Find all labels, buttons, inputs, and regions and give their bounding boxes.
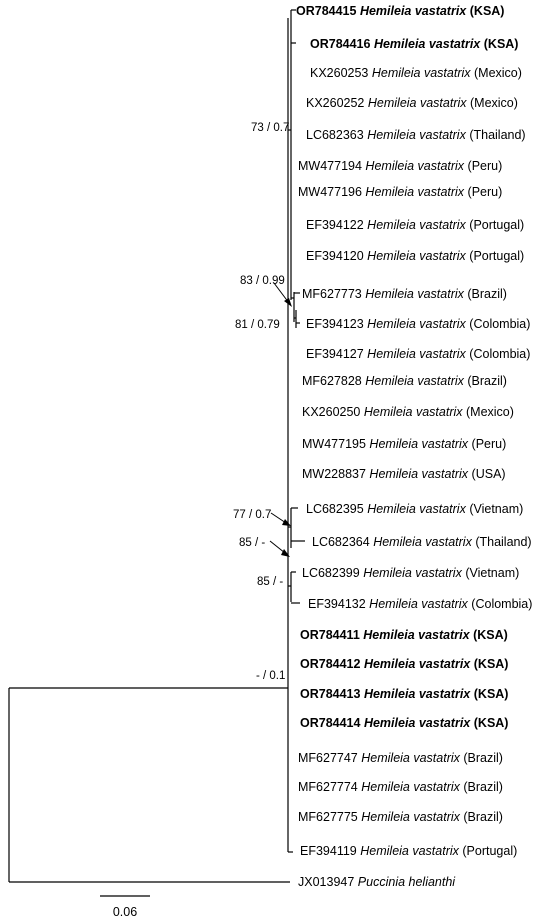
taxon-label: OR784415 Hemileia vastatrix (KSA) <box>296 4 505 18</box>
arrow-icon <box>270 541 290 557</box>
taxon-label: KX260252 Hemileia vastatrix (Mexico) <box>306 96 518 110</box>
taxon-label: OR784411 Hemileia vastatrix (KSA) <box>300 628 508 642</box>
support-value: 77 / 0.7 <box>233 509 272 521</box>
taxon-label: JX013947 Puccinia helianthi <box>298 875 456 889</box>
support-values <box>233 122 289 682</box>
support-value: 85 / - <box>239 537 266 549</box>
taxon-label: MW228837 Hemileia vastatrix (USA) <box>302 467 506 481</box>
support-value: 83 / 0.99 <box>240 275 285 287</box>
taxon-label: OR784412 Hemileia vastatrix (KSA) <box>300 657 509 671</box>
taxon-label: MF627773 Hemileia vastatrix (Brazil) <box>302 287 507 301</box>
taxon-label: MW477196 Hemileia vastatrix (Peru) <box>298 185 503 199</box>
taxon-label: OR784416 Hemileia vastatrix (KSA) <box>310 37 519 51</box>
taxon-label: EF394127 Hemileia vastatrix (Colombia) <box>306 347 531 361</box>
support-value: - / 0.1 <box>256 670 286 682</box>
taxon-label: MF627775 Hemileia vastatrix (Brazil) <box>298 810 503 824</box>
tree-branches <box>9 10 305 882</box>
scale-bar <box>100 896 150 919</box>
taxon-label: OR784414 Hemileia vastatrix (KSA) <box>300 716 509 730</box>
taxon-label: MW477195 Hemileia vastatrix (Peru) <box>302 437 507 451</box>
taxon-label: OR784413 Hemileia vastatrix (KSA) <box>300 687 509 701</box>
support-value: 85 / - <box>257 576 284 588</box>
taxon-label: MF627747 Hemileia vastatrix (Brazil) <box>298 751 503 765</box>
taxon-label: MW477194 Hemileia vastatrix (Peru) <box>298 159 503 173</box>
support-value: 73 / 0.7 <box>251 122 290 134</box>
taxon-label: EF394123 Hemileia vastatrix (Colombia) <box>306 317 531 331</box>
taxon-label: MF627828 Hemileia vastatrix (Brazil) <box>302 374 507 388</box>
support-value: 81 / 0.79 <box>235 319 280 331</box>
taxon-label: LC682395 Hemileia vastatrix (Vietnam) <box>306 502 524 516</box>
taxon-label: LC682399 Hemileia vastatrix (Vietnam) <box>302 566 520 580</box>
taxon-label: KX260250 Hemileia vastatrix (Mexico) <box>302 405 514 419</box>
taxon-label: KX260253 Hemileia vastatrix (Mexico) <box>310 66 522 80</box>
taxon-labels <box>296 4 532 889</box>
taxon-label: EF394122 Hemileia vastatrix (Portugal) <box>306 218 525 232</box>
taxon-label: EF394132 Hemileia vastatrix (Colombia) <box>308 597 533 611</box>
taxon-label: LC682363 Hemileia vastatrix (Thailand) <box>306 128 526 142</box>
taxon-label: LC682364 Hemileia vastatrix (Thailand) <box>312 535 532 549</box>
taxon-label: EF394120 Hemileia vastatrix (Portugal) <box>306 249 525 263</box>
taxon-label: EF394119 Hemileia vastatrix (Portugal) <box>300 844 518 858</box>
scale-bar-label: 0.06 <box>112 905 138 919</box>
taxon-label: MF627774 Hemileia vastatrix (Brazil) <box>298 780 503 794</box>
